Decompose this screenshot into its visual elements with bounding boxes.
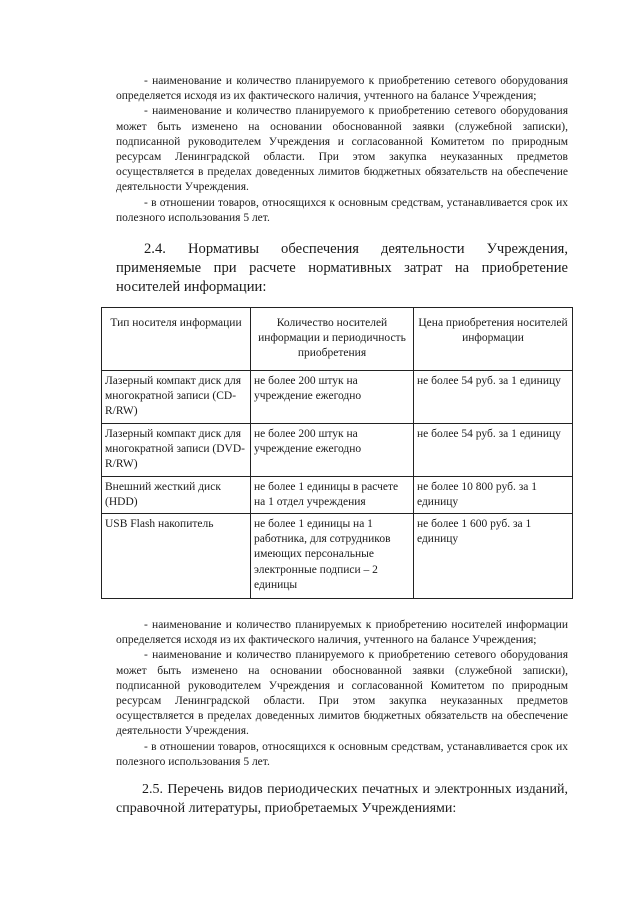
table-cell: не более 54 руб. за 1 единицу [414,370,573,423]
section-number: 2.4. [144,241,166,257]
table-cell: USB Flash накопитель [102,514,251,599]
network-equipment-notes [116,74,568,226]
table-cell: Внешний жесткий диск (HDD) [102,476,251,513]
section-heading-2-4 [116,240,568,297]
column-header: Количество носителей информации и периодичность приобретения [251,308,414,371]
table-cell: Лазерный компакт диск для многократной записи (DVD-R/RW) [102,423,251,476]
table-cell: не более 1 единицы в расчете на 1 отдел учреждения [251,476,414,513]
column-header: Цена приобретения носителей информации [414,308,573,371]
table-row [102,514,573,599]
paragraph: - наименование и количество планируемого к приобретению сетевого оборудования может быть изменено на основании обоснованной заявки (служебной записки), подписанной руководителем Учреждения и согласованной Комитетом по природным ресурсам Ленинградской области. При этом закупка неуказанных предметов осуществляется в пределах доведенных лимитов бюджетных обязательств на обеспечение деятельности Учреждения. [116,649,568,738]
paragraph: - в отношении товаров, относящихся к основным средствам, устанавливается срок их полезного использования 5 лет. [116,196,568,224]
table-cell: не более 200 штук на учреждение ежегодно [251,370,414,423]
table-cell: не более 1 600 руб. за 1 единицу [414,514,573,599]
table-cell: не более 54 руб. за 1 единицу [414,423,573,476]
paragraph: - наименование и количество планируемого к приобретению сетевого оборудования может быть изменено на основании обоснованной заявки (служебной записки), подписанной руководителем Учреждения и согласованной Комитетом по природным ресурсам Ленинградской области. При этом закупка неуказанных предметов осуществляется в пределах доведенных лимитов бюджетных обязательств на обеспечение деятельности Учреждения. [116,105,568,194]
table-cell: не более 10 800 руб. за 1 единицу [414,476,573,513]
section-heading-2-5: 2.5. Перечень видов периодических печатных и электронных изданий, справочной литературы, приобретаемых Учреждениями: [116,782,568,816]
media-notes [116,618,568,770]
media-norms-table [101,307,573,599]
paragraph: - в отношении товаров, относящихся к основным средствам, устанавливается срок их полезного использования 5 лет. [116,740,568,768]
table-cell: Лазерный компакт диск для многократной записи (CD-R/RW) [102,370,251,423]
paragraph: - наименование и количество планируемых к приобретению носителей информации определяется исходя из их фактического наличия, учтенного на балансе Учреждения; [116,619,568,647]
table-row [102,370,573,423]
section-title: Нормативы обеспечения деятельности Учреждения, применяемые при расчете нормативных затрат на приобретение носителей информации: [116,241,568,295]
table-row [102,476,573,513]
column-header: Тип носителя информации [102,308,251,371]
table-cell: не более 1 единицы на 1 работника, для сотрудников имеющих персональные электронные подписи – 2 единицы [251,514,414,599]
table-header-row [102,308,573,371]
table-cell: не более 200 штук на учреждение ежегодно [251,423,414,476]
paragraph: - наименование и количество планируемого к приобретению сетевого оборудования определяется исходя из их фактического наличия, учтенного на балансе Учреждения; [116,75,568,103]
table-row [102,423,573,476]
